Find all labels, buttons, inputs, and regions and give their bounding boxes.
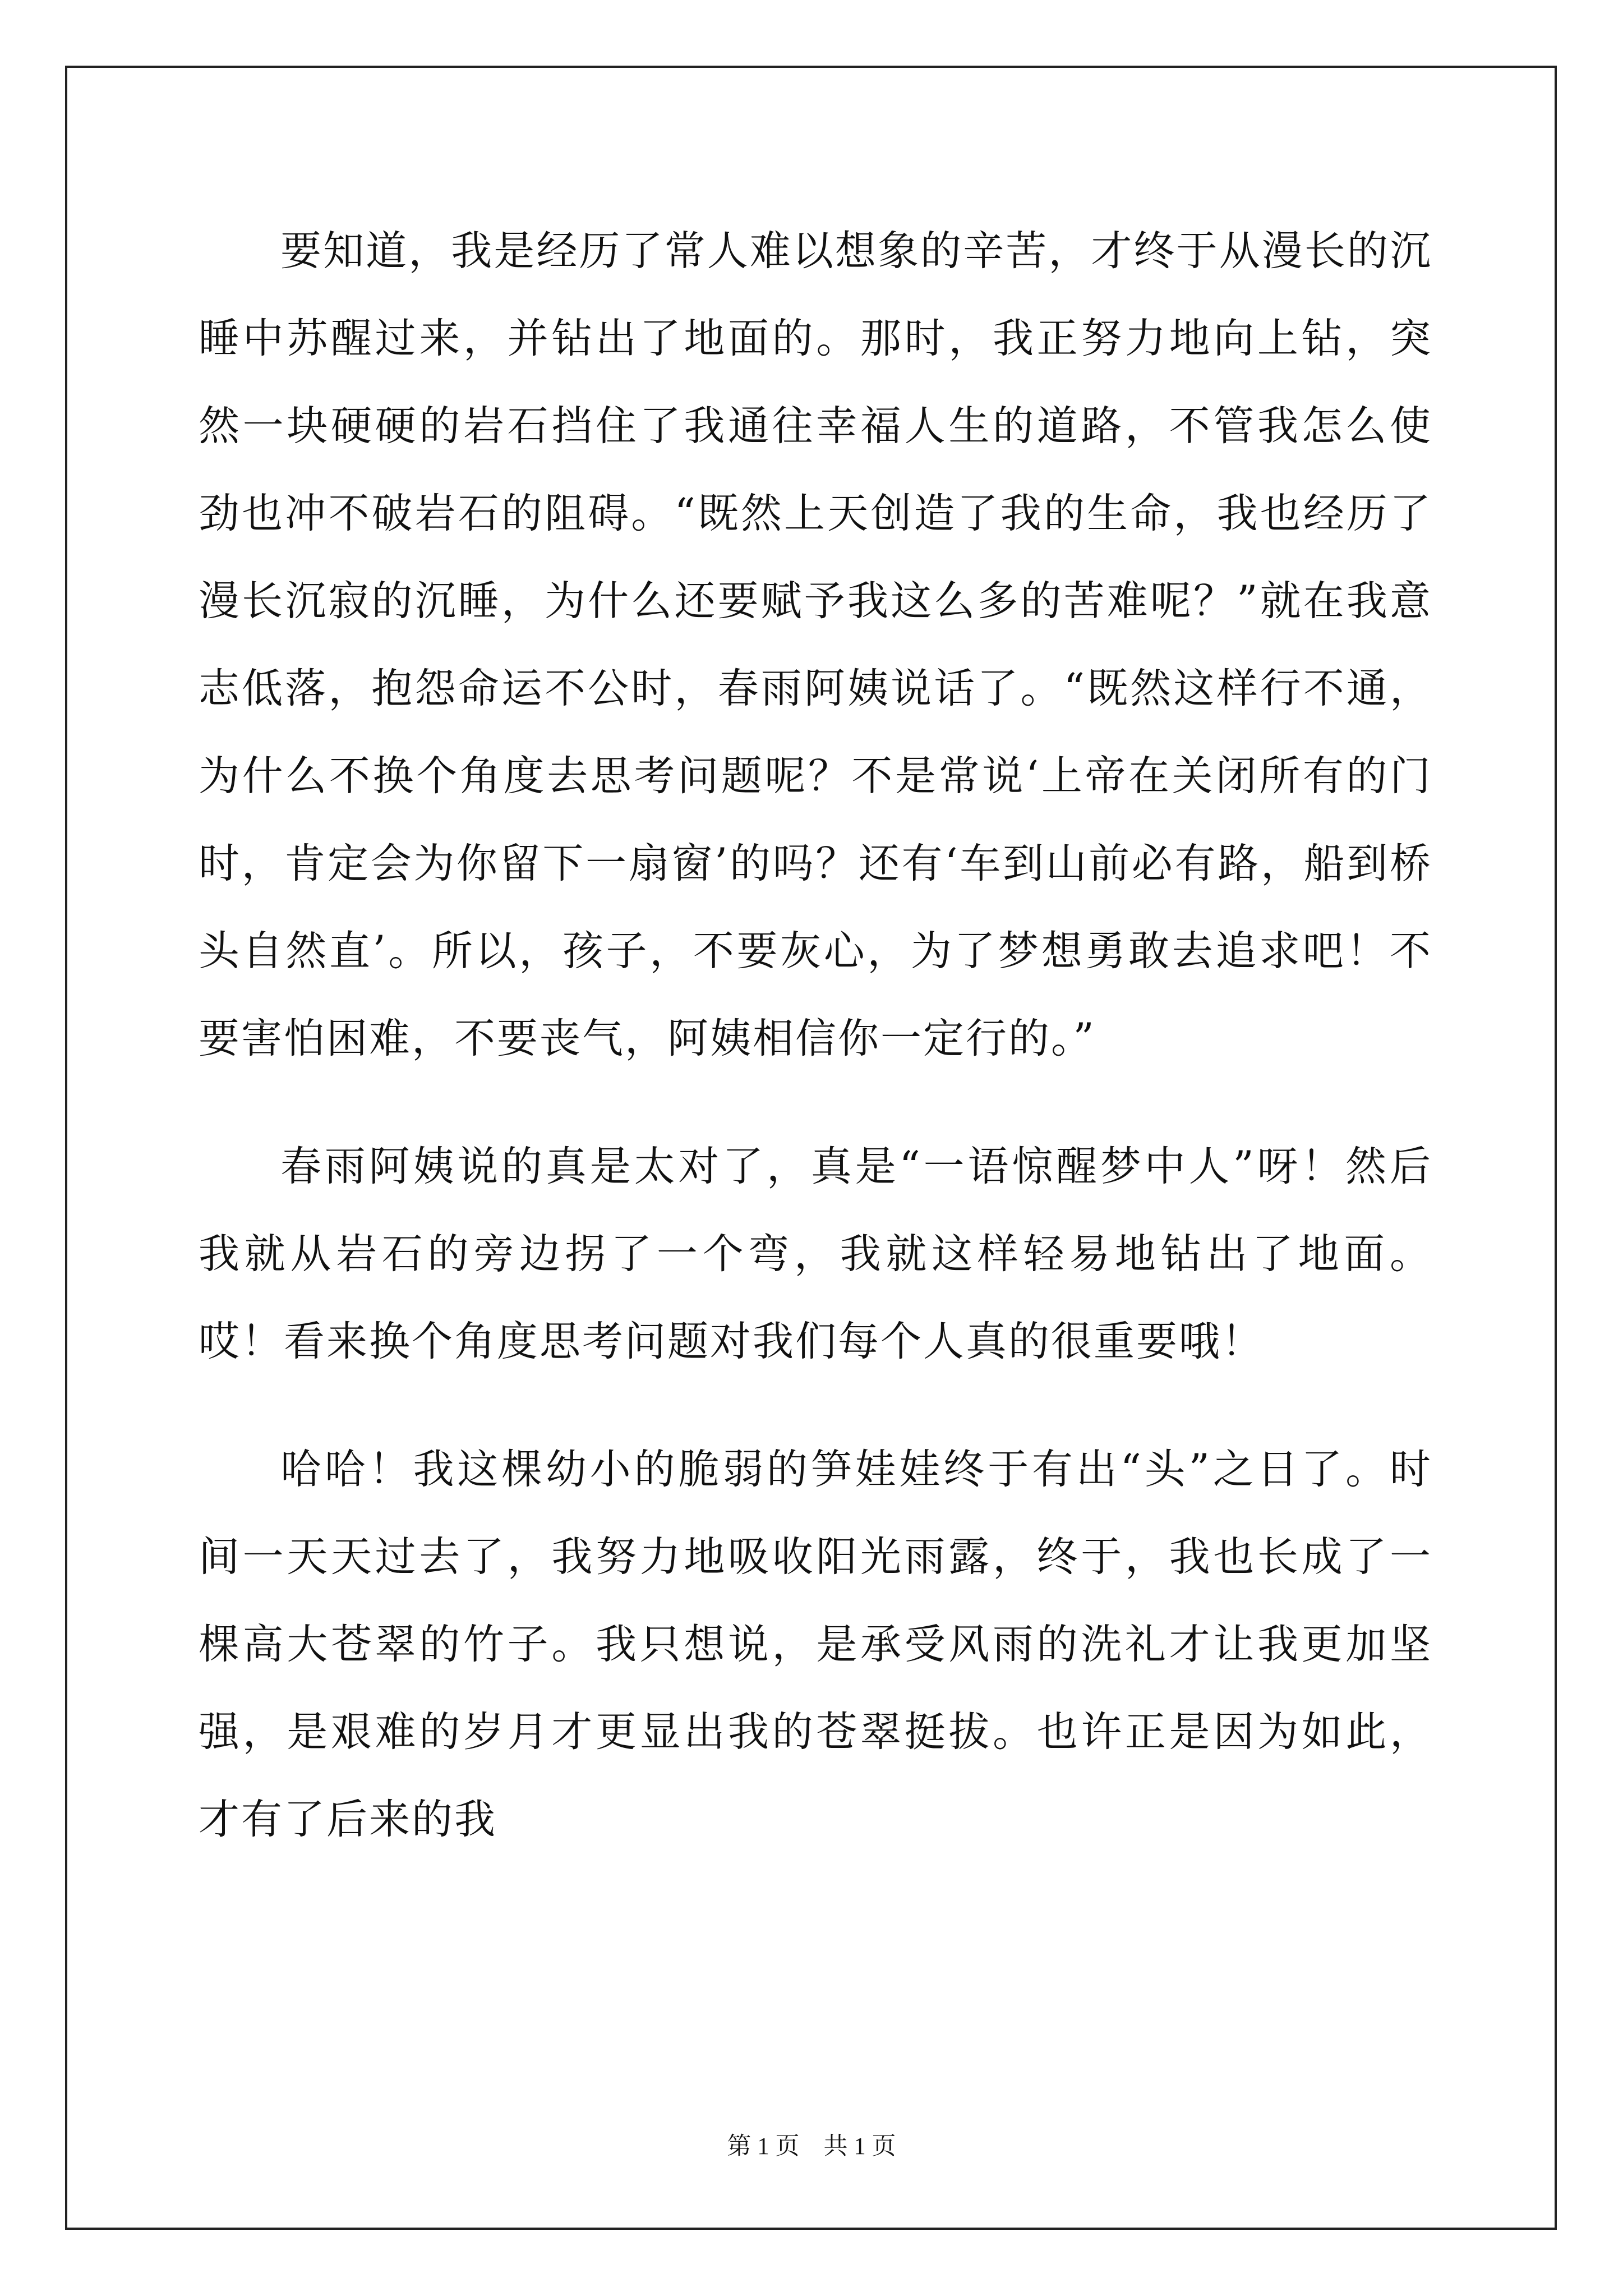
- paragraph: 春雨阿姨说的真是太对了，真是“一语惊醒梦中人”呀！然后我就从岩石的旁边拐了一个弯，我就这样轻易地钻出了地面。哎！看来换个角度思考问题对我们每个人真的很重要哦！: [199, 1143, 1432, 1365]
- paragraph: 要知道，我是经历了常人难以想象的辛苦，才终于从漫长的沉睡中苏醒过来，并钻出了地面的。那时，我正努力地向上钻，突然一块硬硬的岩石挡住了我通往幸福人生的道路，不管我怎么使劲也冲不破岩石的阻碍。“既然上天创造了我的生命，我也经历了漫长沉寂的沉睡，为什么还要赋予我这么多的苦难呢？”就在我意志低落，抱怨命运不公时，春雨阿姨说话了。“既然这样行不通，为什么不换个角度去思考问题呢？不是常说‘上帝在关闭所有的门时，肯定会为你留下一扇窗’的吗？还有‘车到山前必有路，船到桥头自然直’。所以，孩子，不要灰心，为了梦想勇敢去追求吧！不要害怕困难，不要丧气，阿姨相信你一定行的。”: [199, 227, 1432, 1062]
- paragraph: 哈哈！我这棵幼小的脆弱的笋娃娃终于有出“头”之日了。时间一天天过去了，我努力地吸收阳光雨露，终于，我也长成了一棵高大苍翠的竹子。我只想说，是承受风雨的洗礼才让我更加坚强，是艰难的岁月才更显出我的苍翠挺拔。也许正是因为如此，才有了后来的我: [199, 1446, 1432, 1843]
- document-body: [199, 208, 1432, 1864]
- page-number-footer: 第 1 页 共 1 页: [727, 2133, 896, 2160]
